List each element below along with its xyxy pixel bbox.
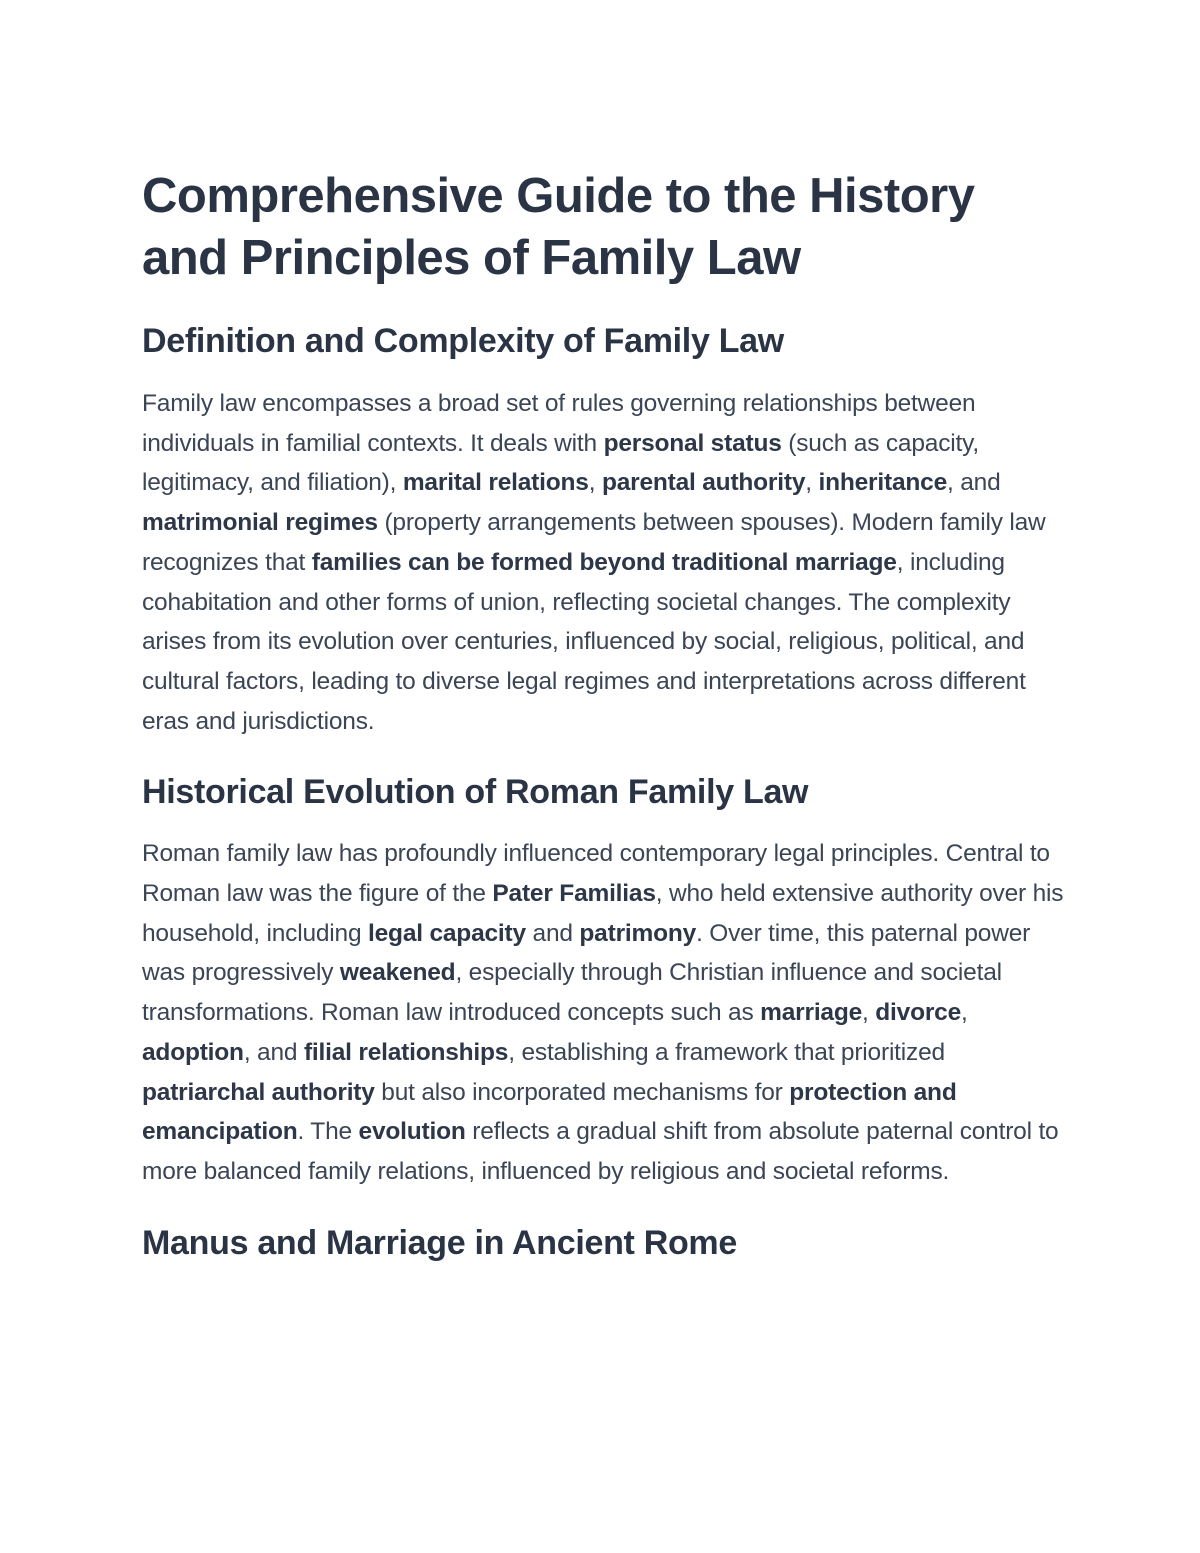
bold-term: families can be formed beyond traditional marriage xyxy=(311,548,897,576)
section-paragraph-definition xyxy=(142,384,1067,741)
section-heading-definition: Definition and Complexity of Family Law xyxy=(142,322,784,360)
section-paragraph-roman-family-law xyxy=(142,834,1067,1191)
text-run: , especially through Christian influence and societal transformations. Roman law introduced concepts such as xyxy=(142,959,1002,1027)
bold-term: inheritance xyxy=(818,469,947,497)
text-run: but also incorporated mechanisms for xyxy=(374,1078,790,1106)
bold-term: evolution xyxy=(358,1118,466,1146)
text-run: , including cohabitation and other forms of union, reflecting societal changes. The complexity arises from its evolution over centuries, influenced by social, religious, political, and cultural factors, leading to diverse legal regimes and interpretations across different eras and jurisdictions. xyxy=(142,548,1026,735)
text-run: Roman family law has profoundly influenced contemporary legal principles. Central to Roman law was the figure of the xyxy=(142,840,1050,908)
text-run: , and xyxy=(947,469,1001,497)
bold-term: filial relationships xyxy=(303,1038,509,1066)
bold-term: adoption xyxy=(142,1038,244,1066)
section-heading-manus-marriage: Manus and Marriage in Ancient Rome xyxy=(142,1223,737,1262)
bold-term: patrimony xyxy=(579,919,697,947)
text-run: and xyxy=(525,919,580,947)
text-run: reflects a gradual shift from absolute paternal control to more balanced family relations, influenced by religious and societal reforms. xyxy=(142,1118,1059,1185)
bold-term: patriarchal authority xyxy=(142,1078,375,1106)
text-run: , xyxy=(862,999,876,1027)
text-run: Family law encompasses a broad set of rules governing relationships between individuals in familial contexts. It deals with xyxy=(142,390,976,457)
bold-term: weakened xyxy=(339,959,456,987)
text-run: , xyxy=(961,999,968,1027)
document-page xyxy=(142,165,1067,1265)
bold-term: matrimonial regimes xyxy=(142,509,378,537)
section-heading-roman-family-law: Historical Evolution of Roman Family Law xyxy=(142,773,809,812)
bold-term: marriage xyxy=(760,999,863,1027)
bold-term: legal capacity xyxy=(368,919,526,947)
text-run: , xyxy=(588,469,602,497)
text-run: (property arrangements between spouses). Modern family law recognizes that xyxy=(142,509,1046,576)
bold-term: parental authority xyxy=(601,469,806,497)
text-run: . Over time, this paternal power was progressively xyxy=(142,919,1031,987)
bold-term: protection and emancipation xyxy=(142,1078,957,1146)
text-run: , establishing a framework that prioritized xyxy=(508,1038,945,1066)
text-run: (such as capacity, legitimacy, and filiation), xyxy=(142,429,979,497)
text-run: , and xyxy=(243,1038,304,1066)
bold-term: personal status xyxy=(603,429,782,457)
bold-term: divorce xyxy=(875,999,962,1027)
text-run: . The xyxy=(297,1118,359,1146)
bold-term: Pater Familias xyxy=(492,880,656,908)
document-title: Comprehensive Guide to the History and Principles of Family Law xyxy=(142,169,975,285)
text-run: , xyxy=(805,469,819,497)
bold-term: marital relations xyxy=(402,469,589,497)
text-run: , who held extensive authority over his household, including xyxy=(142,880,1064,947)
